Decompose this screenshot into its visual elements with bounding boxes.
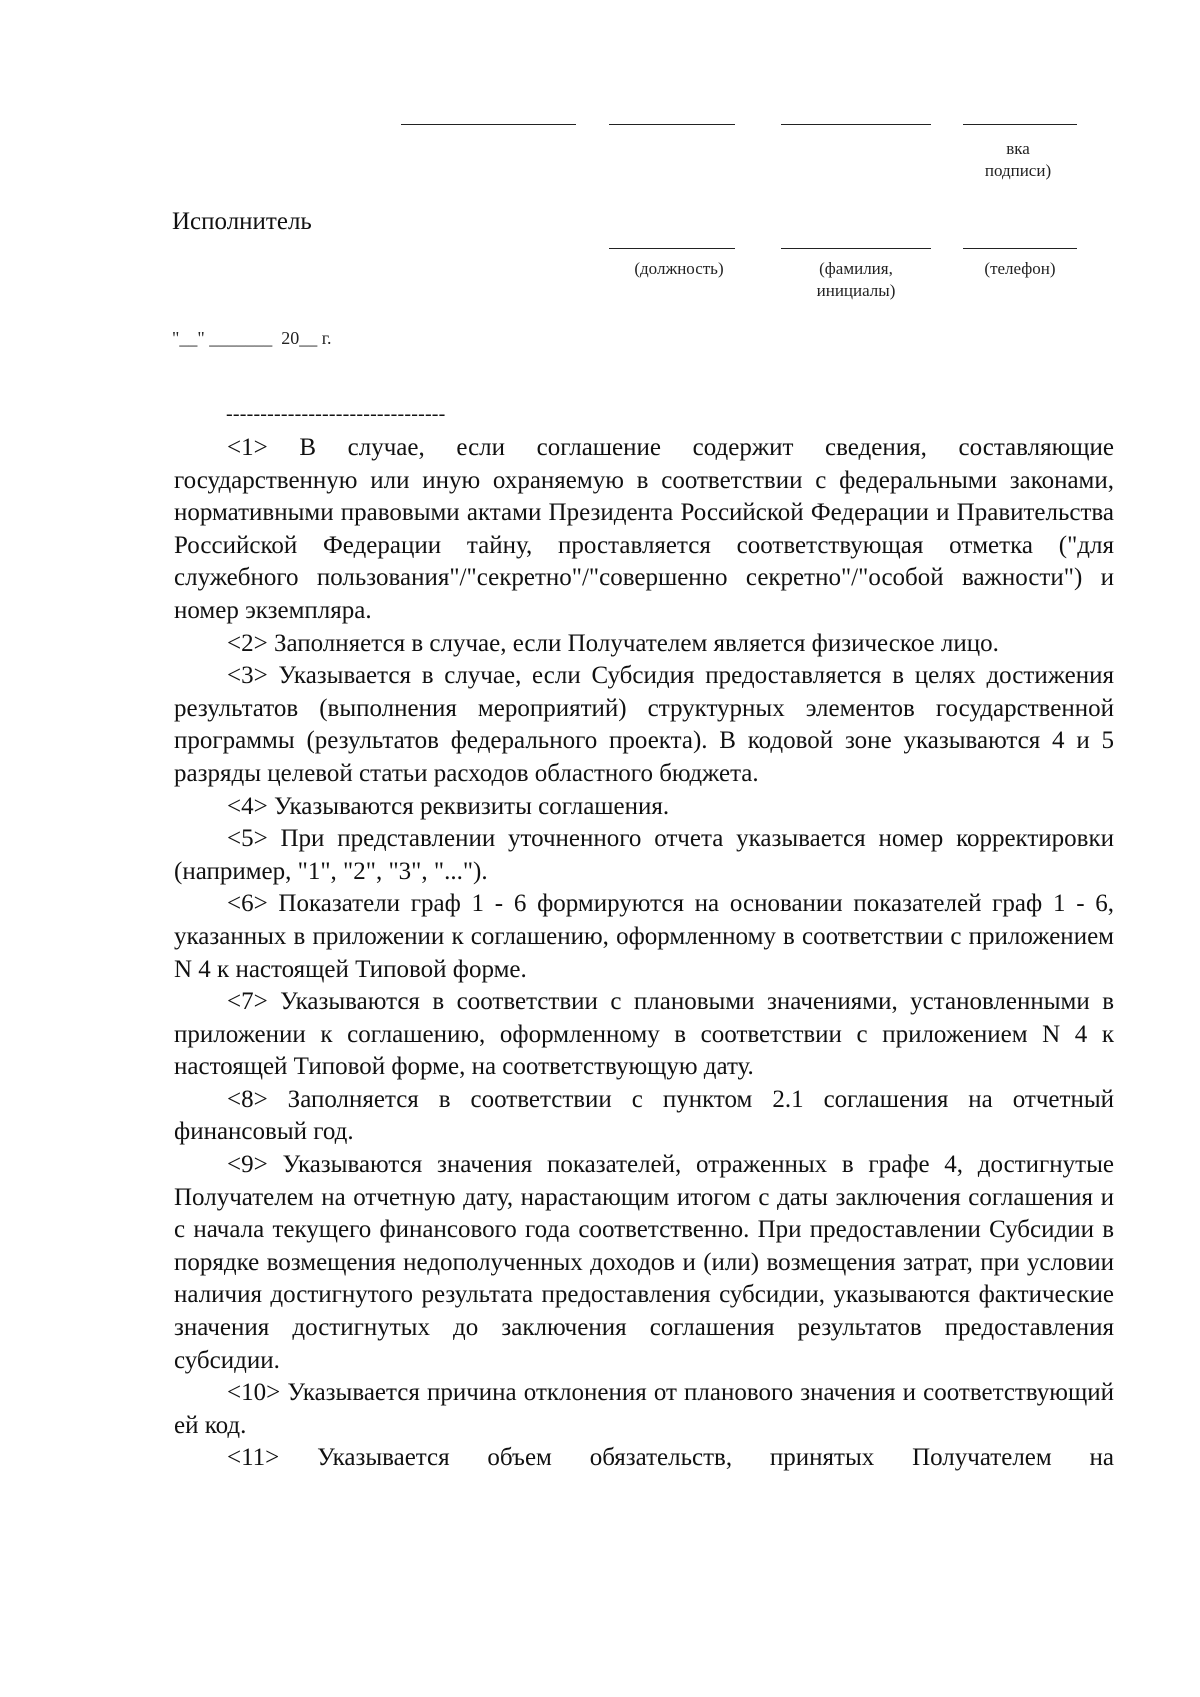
footnote-10: <10> Указывается причина отклонения от планового значения и соответствующий ей код. [174,1379,1114,1439]
footnote-5: <5> При представлении уточненного отчета указывается номер корректировки (например, "1", "2", "3", "..."). [174,825,1114,885]
signature-caption-top-right-line2: подписи) [984,161,1052,180]
executor-label: Исполнитель [172,208,312,235]
footnote-11: <11> Указывается объем обязательств, принятых Получателем на [227,1444,1114,1472]
executor-caption-name [781,258,931,302]
footnote-7: <7> Указываются в соответствии с плановыми значениями, установленными в приложении к соглашению, оформленному в соответствии с приложением N 4 к настоящей Типовой форме, на соответствующую дату. [174,988,1114,1081]
signature-caption-top-right-line1: вка [1006,139,1030,158]
executor-caption-position: (должность) [634,259,724,278]
footnote-6: <6> Показатели граф 1 - 6 формируются на основании показателей граф 1 - 6, указанных в приложении к соглашению, оформленному в соответствии с приложением N 4 к настоящей Типовой форме. [174,890,1114,983]
signature-line-top-4 [963,124,1077,125]
executor-line-name [781,248,931,249]
footnote-4: <4> Указываются реквизиты соглашения. [227,792,670,820]
executor-caption-name-line1: (фамилия, [819,259,893,278]
footnotes [174,432,1114,1475]
executor-line-position [609,248,735,249]
signature-line-top-1 [401,124,576,125]
date-line: "__" _______ 20__ г. [172,328,332,348]
signature-caption-top-right [960,138,1076,182]
footnote-9: <9> Указываются значения показателей, отраженных в графе 4, достигнутые Получателем на отчетную дату, нарастающим итогом с даты заключения соглашения и с начала текущего финансового года соответственно. При предоставлении Субсидии в порядке возмещения недополученных доходов и (или) возмещения затрат, при условии наличия достигнутого результата предоставления субсидии, указываются фактические значения достигнутых до заключения соглашения результатов предоставления субсидии. [174,1151,1114,1374]
executor-line-phone [963,248,1077,249]
footnote-2: <2> Заполняется в случае, если Получателем является физическое лицо. [227,629,999,657]
footnote-3: <3> Указывается в случае, если Субсидия предоставляется в целях достижения результатов (выполнения мероприятий) структурных элементов государственной программы (результатов федерального проекта). В кодовой зоне указываются 4 и 5 разряды целевой статьи расходов областного бюджета. [174,662,1114,787]
executor-caption-phone: (телефон) [984,259,1056,278]
signature-line-top-3 [781,124,931,125]
footnote-1: <1> В случае, если соглашение содержит сведения, составляющие государственную или иную охраняемую в соответствии с федеральными законами, нормативными правовыми актами Президента Российской Федерации и Правительства Российской Федерации тайну, проставляется соответствующая отметка ("для служебного пользования"/"секретно"/"совершенно секретно"/"особой важности") и номер экземпляра. [174,434,1114,624]
executor-caption-name-line2: инициалы) [816,281,896,300]
footnote-8: <8> Заполняется в соответствии с пунктом 2.1 соглашения на отчетный финансовый год. [174,1085,1114,1146]
footnote-separator: -------------------------------- [226,403,446,425]
signature-line-top-2 [609,124,735,125]
